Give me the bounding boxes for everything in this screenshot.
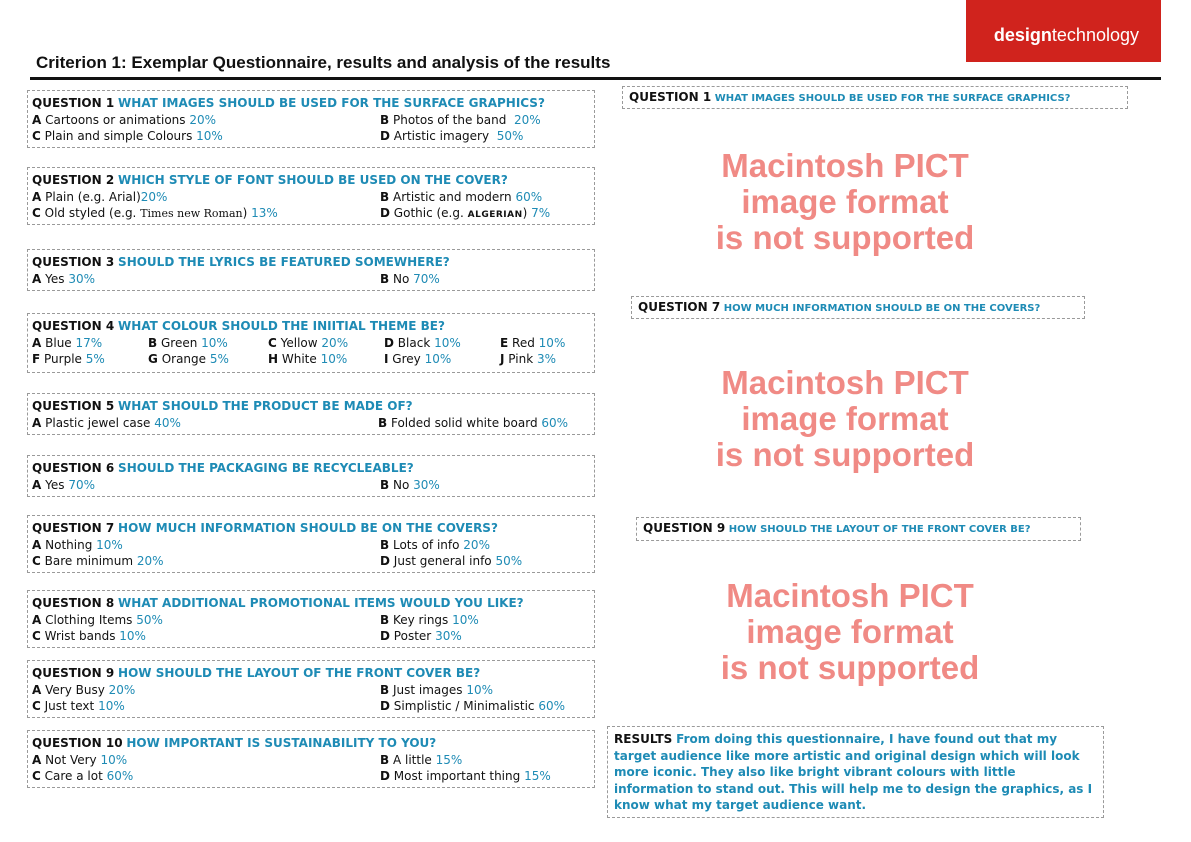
option-percent: 70% xyxy=(68,477,95,492)
option-percent: 7% xyxy=(531,206,551,220)
option-text: Old styled (e.g. xyxy=(44,206,137,220)
question-label: QUESTION 7 xyxy=(638,300,721,314)
brand-bold: design xyxy=(993,25,1052,45)
option-letter: D xyxy=(380,206,390,220)
option-letter: A xyxy=(32,752,42,767)
option-letter: C xyxy=(32,769,41,783)
question-8-box xyxy=(27,590,595,648)
option-letter: E xyxy=(500,335,509,350)
option-percent: 15% xyxy=(524,769,551,783)
question-label: QUESTION 10 xyxy=(32,736,123,750)
option-percent: 10% xyxy=(196,129,223,143)
question-label: QUESTION 3 xyxy=(32,255,115,269)
option-text: Plastic jewel case xyxy=(45,415,151,430)
font-example: Times new Roman xyxy=(140,207,243,220)
question-10-box xyxy=(27,730,595,788)
option-text: Wrist bands xyxy=(44,629,116,643)
option-text: Most important thing xyxy=(393,769,521,783)
option-letter: F xyxy=(32,352,41,366)
question-text: WHAT IMAGES SHOULD BE USED FOR THE SURFACE GRAPHICS? xyxy=(714,93,1071,104)
option-letter: C xyxy=(32,699,41,713)
question-9-box xyxy=(27,660,595,718)
option-percent: 10% xyxy=(434,335,461,350)
option-letter: B xyxy=(378,415,388,430)
option-text: Yes xyxy=(45,477,65,492)
option-letter: H xyxy=(268,352,279,366)
question-4-box xyxy=(27,313,595,373)
option-letter: A xyxy=(32,112,42,127)
placeholder-line: image format xyxy=(741,183,949,220)
option-text: Just text xyxy=(44,699,95,713)
option-text: Cartoons or animations xyxy=(45,112,186,127)
question-1-box xyxy=(27,90,595,148)
option-text: Key rings xyxy=(392,612,449,627)
option-letter: B xyxy=(380,189,390,204)
option-text: Green xyxy=(160,335,198,350)
image-placeholder-3 xyxy=(650,578,1050,686)
option-text: Yes xyxy=(45,271,65,286)
question-text: WHAT COLOUR SHOULD THE INIITIAL THEME BE? xyxy=(118,319,445,333)
option-text: Poster xyxy=(393,629,432,643)
font-example: ALGERIAN xyxy=(467,210,523,220)
option-percent: 17% xyxy=(75,335,103,350)
results-box xyxy=(607,726,1104,818)
option-percent: 50% xyxy=(495,554,523,568)
option-letter: I xyxy=(384,352,389,366)
option-percent: 10% xyxy=(98,699,125,713)
option-percent: 20% xyxy=(514,112,541,127)
question-label: QUESTION 6 xyxy=(32,461,115,475)
option-percent: 10% xyxy=(96,537,123,552)
option-letter: A xyxy=(32,612,42,627)
option-letter: D xyxy=(380,769,390,783)
option-percent: 20% xyxy=(140,189,168,204)
option-text: Red xyxy=(512,335,535,350)
option-letter: D xyxy=(384,335,394,350)
option-percent: 15% xyxy=(435,752,463,767)
question-7-box xyxy=(27,515,595,573)
option-percent: 10% xyxy=(100,752,128,767)
question-text: HOW MUCH INFORMATION SHOULD BE ON THE COVERS? xyxy=(118,521,498,535)
option-percent: 10% xyxy=(320,352,348,366)
question-label: QUESTION 7 xyxy=(32,521,115,535)
option-letter: D xyxy=(380,629,390,643)
option-text: White xyxy=(281,352,317,366)
option-text: Gothic (e.g. xyxy=(393,206,464,220)
placeholder-line: is not supported xyxy=(715,436,975,473)
option-percent: 13% xyxy=(251,206,278,220)
question-label: QUESTION 2 xyxy=(32,173,115,187)
option-letter: A xyxy=(32,477,42,492)
option-letter: C xyxy=(268,335,277,350)
option-percent: 10% xyxy=(452,612,479,627)
image-placeholder-1 xyxy=(640,148,1050,256)
option-percent: 30% xyxy=(435,629,462,643)
option-percent: 5% xyxy=(85,352,105,366)
results-text: From doing this questionnaire, I have found out that my target audience like more artistic and original design which will look more iconic. They also like bright vibrant colours with little information to stand out. This will help me to design the graphics, as I know what my target audience want. xyxy=(614,732,1093,812)
option-text: Lots of info xyxy=(392,537,460,552)
question-label: QUESTION 1 xyxy=(32,96,115,110)
option-letter: A xyxy=(32,415,42,430)
brand-regular: technology xyxy=(1051,25,1139,45)
option-percent: 30% xyxy=(413,477,440,492)
option-letter: C xyxy=(32,629,41,643)
placeholder-line: image format xyxy=(746,613,954,650)
right-question-9-box xyxy=(636,517,1081,541)
option-percent: 10% xyxy=(538,335,566,350)
option-percent: 50% xyxy=(496,129,524,143)
option-text: Nothing xyxy=(45,537,93,552)
option-percent: 20% xyxy=(136,554,164,568)
option-letter: B xyxy=(380,112,390,127)
question-text: HOW SHOULD THE LAYOUT OF THE FRONT COVER BE? xyxy=(728,524,1031,535)
option-letter: B xyxy=(380,271,390,286)
option-text: Simplistic / Minimalistic xyxy=(393,699,535,713)
option-percent: 10% xyxy=(119,629,146,643)
placeholder-line: is not supported xyxy=(720,649,980,686)
option-letter: A xyxy=(32,537,42,552)
option-text: Pink xyxy=(508,352,534,366)
option-text: Very Busy xyxy=(45,682,105,697)
option-percent: 20% xyxy=(463,537,490,552)
brand-logo xyxy=(966,0,1161,62)
option-text: No xyxy=(392,477,410,492)
page-title: Criterion 1: Exemplar Questionnaire, results and analysis of the results xyxy=(36,53,611,72)
option-percent: 20% xyxy=(321,335,349,350)
option-text: Plain and simple Colours xyxy=(44,129,193,143)
option-text: Purple xyxy=(44,352,82,366)
question-label: QUESTION 9 xyxy=(643,521,726,535)
option-percent: 30% xyxy=(68,271,95,286)
option-percent: 50% xyxy=(136,612,163,627)
option-text: Care a lot xyxy=(44,769,103,783)
option-percent: 60% xyxy=(515,189,543,204)
option-letter: C xyxy=(32,206,41,220)
option-percent: 3% xyxy=(537,352,557,366)
question-text: WHAT SHOULD THE PRODUCT BE MADE OF? xyxy=(118,399,413,413)
question-text: HOW SHOULD THE LAYOUT OF THE FRONT COVER BE? xyxy=(118,666,481,680)
option-close: ) xyxy=(242,206,248,220)
option-percent: 5% xyxy=(209,352,229,366)
option-close: ) xyxy=(522,206,528,220)
option-letter: J xyxy=(500,352,505,366)
option-letter: C xyxy=(32,554,41,568)
question-text: WHAT ADDITIONAL PROMOTIONAL ITEMS WOULD YOU LIKE? xyxy=(118,596,524,610)
option-text: Yellow xyxy=(280,335,318,350)
placeholder-line: image format xyxy=(741,400,949,437)
question-text: SHOULD THE PACKAGING BE RECYCLEABLE? xyxy=(118,461,414,475)
question-text: WHAT IMAGES SHOULD BE USED FOR THE SURFACE GRAPHICS? xyxy=(118,96,545,110)
question-text: HOW MUCH INFORMATION SHOULD BE ON THE COVERS? xyxy=(723,303,1041,314)
option-letter: A xyxy=(32,682,42,697)
option-percent: 20% xyxy=(189,112,217,127)
option-text: Folded solid white board xyxy=(390,415,538,430)
question-label: QUESTION 1 xyxy=(629,90,712,104)
right-question-1-box xyxy=(622,86,1128,109)
option-letter: D xyxy=(380,699,390,713)
question-label: QUESTION 9 xyxy=(32,666,115,680)
option-letter: D xyxy=(380,129,390,143)
option-text: Just general info xyxy=(393,554,492,568)
title-rule xyxy=(30,77,1161,80)
option-letter: A xyxy=(32,271,42,286)
option-letter: D xyxy=(380,554,390,568)
option-text: Just images xyxy=(392,682,463,697)
option-letter: B xyxy=(380,752,390,767)
option-letter: B xyxy=(380,682,390,697)
option-percent: 70% xyxy=(413,271,440,286)
option-letter: B xyxy=(380,537,390,552)
question-label: QUESTION 5 xyxy=(32,399,115,413)
question-text: HOW IMPORTANT IS SUSTAINABILITY TO YOU? xyxy=(126,736,437,750)
results-label: RESULTS xyxy=(614,732,673,746)
option-text: Black xyxy=(397,335,431,350)
question-text: WHICH STYLE OF FONT SHOULD BE USED ON THE COVER? xyxy=(118,173,508,187)
option-text: Photos of the band xyxy=(392,112,507,127)
option-text: Plain (e.g. Arial) xyxy=(45,189,141,204)
placeholder-line: is not supported xyxy=(715,219,975,256)
option-text: A little xyxy=(392,752,432,767)
option-percent: 10% xyxy=(466,682,494,697)
question-text: SHOULD THE LYRICS BE FEATURED SOMEWHERE? xyxy=(118,255,450,269)
question-5-box xyxy=(27,393,595,435)
option-letter: A xyxy=(32,335,42,350)
placeholder-line: Macintosh PICT xyxy=(721,147,969,184)
option-letter: B xyxy=(380,612,390,627)
question-2-box xyxy=(27,167,595,225)
option-text: Bare minimum xyxy=(44,554,134,568)
option-text: Orange xyxy=(161,352,207,366)
question-label: QUESTION 4 xyxy=(32,319,115,333)
right-question-7-box xyxy=(631,296,1085,319)
option-text: Blue xyxy=(45,335,72,350)
option-percent: 40% xyxy=(154,415,181,430)
option-percent: 20% xyxy=(108,682,136,697)
option-text: Artistic and modern xyxy=(392,189,512,204)
option-percent: 60% xyxy=(541,415,569,430)
option-letter: B xyxy=(148,335,158,350)
option-text: No xyxy=(392,271,410,286)
option-text: Clothing Items xyxy=(45,612,133,627)
question-3-box xyxy=(27,249,595,291)
question-6-box xyxy=(27,455,595,497)
option-letter: B xyxy=(380,477,390,492)
placeholder-line: Macintosh PICT xyxy=(721,364,969,401)
option-text: Artistic imagery xyxy=(393,129,490,143)
option-percent: 10% xyxy=(201,335,228,350)
option-letter: A xyxy=(32,189,42,204)
option-letter: G xyxy=(148,352,158,366)
option-text: Grey xyxy=(392,352,421,366)
image-placeholder-2 xyxy=(640,365,1050,473)
option-text: Not Very xyxy=(45,752,97,767)
option-percent: 10% xyxy=(424,352,452,366)
option-percent: 60% xyxy=(106,769,134,783)
option-letter: C xyxy=(32,129,41,143)
question-label: QUESTION 8 xyxy=(32,596,115,610)
option-percent: 60% xyxy=(538,699,566,713)
placeholder-line: Macintosh PICT xyxy=(726,577,974,614)
